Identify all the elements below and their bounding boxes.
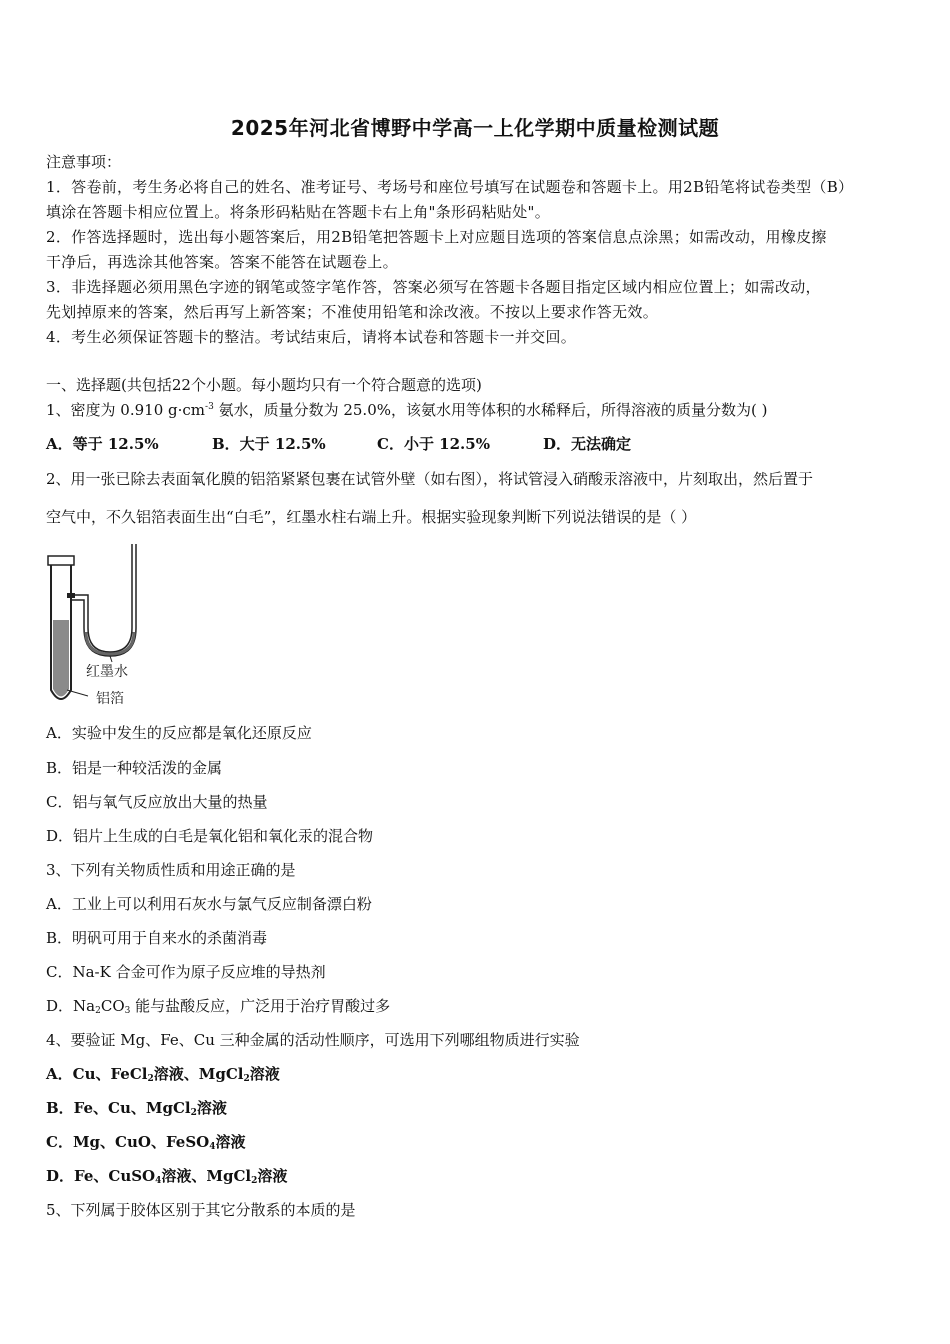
q4-option-b-sub-1: 2	[190, 1108, 197, 1118]
question-1-stem	[46, 399, 767, 421]
q4-option-a-part-2: 溶液、MgCl	[153, 1065, 244, 1083]
question-3-stem: 3、下列有关物质性质和用途正确的是	[46, 861, 296, 879]
q2-option-d[interactable]: D．铝片上生成的白毛是氧化铝和氧化汞的混合物	[46, 827, 374, 845]
q3-option-c[interactable]: C．Na-K 合金可作为原子反应堆的导热剂	[46, 963, 326, 981]
q4-option-d[interactable]	[46, 1165, 287, 1187]
q4-option-d-part-3: 溶液	[257, 1167, 288, 1185]
q3-option-d[interactable]	[46, 995, 390, 1017]
q4-option-b[interactable]	[46, 1097, 227, 1119]
figure-label-red-ink: 红墨水	[86, 664, 128, 680]
q4-option-c[interactable]	[46, 1131, 246, 1153]
q3-option-d-part-c: 能与盐酸反应，广泛用于治疗胃酸过多	[130, 997, 391, 1015]
q4-option-d-part-1: D．Fe、CuSO	[46, 1167, 156, 1185]
q1-option-a[interactable]: A．等于 12.5%	[46, 435, 159, 453]
tube-joint	[67, 593, 75, 598]
q4-option-d-sub-1: 4	[155, 1176, 162, 1186]
u-tube-outer	[71, 544, 132, 652]
notice-line-6: 先划掉原来的答案，然后再写上新答案；不准使用铅笔和涂改液。不按以上要求作答无效。	[46, 303, 659, 321]
q3-option-a[interactable]: A．工业上可以利用石灰水与氯气反应制备漂白粉	[46, 895, 372, 913]
q1-stem-exponent: -3	[205, 402, 214, 412]
q4-option-b-part-2: 溶液	[196, 1099, 227, 1117]
page-title: 2025年河北省博野中学高一上化学期中质量检测试题	[230, 116, 720, 140]
q4-option-a-sub-2: 2	[243, 1074, 250, 1084]
q4-option-c-part-1: C．Mg、CuO、FeSO	[46, 1133, 210, 1151]
question-5-stem: 5、下列属于胶体区别于其它分散系的本质的是	[46, 1201, 356, 1219]
q3-option-d-sub-1: 2	[95, 1006, 101, 1016]
q4-option-a-sub-1: 2	[147, 1074, 154, 1084]
notice-heading: 注意事项：	[46, 153, 122, 171]
q4-option-a[interactable]	[46, 1063, 280, 1085]
q4-option-d-sub-2: 2	[251, 1176, 258, 1186]
q1-option-b[interactable]: B．大于 12.5%	[212, 435, 326, 453]
notice-line-4: 干净后，再选涂其他答案。答案不能答在试题卷上。	[46, 253, 398, 271]
q4-option-a-part-1: A．Cu、FeCl	[46, 1065, 148, 1083]
q1-stem-part-b: 氨水，质量分数为 25.0%，该氨水用等体积的水稀释后，所得溶液的质量分数为( )	[213, 401, 768, 419]
aluminum-foil-fill	[53, 620, 69, 697]
q4-option-c-part-2: 溶液	[215, 1133, 246, 1151]
q1-option-d[interactable]: D．无法确定	[543, 435, 632, 453]
question-4-stem: 4、要验证 Mg、Fe、Cu 三种金属的活动性顺序，可选用下列哪组物质进行实验	[46, 1031, 580, 1049]
notice-line-2: 填涂在答题卡相应位置上。将条形码粘贴在答题卡右上角"条形码粘贴处"。	[46, 203, 551, 221]
q4-option-c-sub-1: 4	[209, 1142, 216, 1152]
tube-stopper	[48, 556, 74, 565]
q3-option-d-part-b: CO	[100, 997, 125, 1015]
notice-line-7: 4．考生必须保证答题卡的整洁。考试结束后，请将本试卷和答题卡一并交回。	[46, 328, 577, 346]
q2-option-c[interactable]: C．铝与氧气反应放出大量的热量	[46, 793, 268, 811]
ink-pointer-line	[110, 656, 112, 662]
q4-option-b-part-1: B．Fe、Cu、MgCl	[46, 1099, 191, 1117]
figure-label-foil: 铝箔	[96, 691, 124, 707]
test-tube-figure	[40, 540, 160, 712]
question-2-stem-line-2: 空气中，不久铝箔表面生出“白毛”，红墨水柱右端上升。根据实验现象判断下列说法错误的是（ ）	[46, 508, 697, 526]
q4-option-a-part-3: 溶液	[249, 1065, 280, 1083]
notice-line-1: 1．答卷前，考生务必将自己的姓名、准考证号、考场号和座位号填写在试题卷和答题卡上。用2B铅笔将试卷类型（B）	[46, 178, 854, 196]
notice-line-5: 3．非选择题必须用黑色字迹的钢笔或签字笔作答，答案必须写在答题卡各题目指定区域内相应位置上；如需改动，	[46, 278, 821, 296]
question-2-stem-line-1: 2、用一张已除去表面氧化膜的铝箔紧紧包裹在试管外壁（如右图），将试管浸入硝酸汞溶液中，片刻取出，然后置于	[46, 470, 814, 488]
q2-option-a[interactable]: A．实验中发生的反应都是氧化还原反应	[46, 724, 312, 742]
red-ink-column	[86, 632, 134, 654]
section-heading: 一、选择题(共包括22个小题。每小题均只有一个符合题意的选项)	[46, 376, 482, 394]
q3-option-b[interactable]: B．明矾可用于自来水的杀菌消毒	[46, 929, 268, 947]
question-1-options	[46, 433, 631, 455]
q1-stem-part-a: 1、密度为 0.910 g·cm	[46, 401, 206, 419]
q3-option-d-sub-2: 3	[124, 1006, 131, 1016]
q2-option-b[interactable]: B．铝是一种较活泼的金属	[46, 759, 223, 777]
q3-option-d-part-a: D．Na	[46, 997, 96, 1015]
q1-option-c[interactable]: C．小于 12.5%	[377, 435, 490, 453]
notice-line-3: 2．作答选择题时，选出每小题答案后，用2B铅笔把答题卡上对应题目选项的答案信息点涂黑；如需改动，用橡皮擦	[46, 228, 827, 246]
q4-option-d-part-2: 溶液、MgCl	[161, 1167, 252, 1185]
u-tube-inner	[71, 544, 136, 656]
